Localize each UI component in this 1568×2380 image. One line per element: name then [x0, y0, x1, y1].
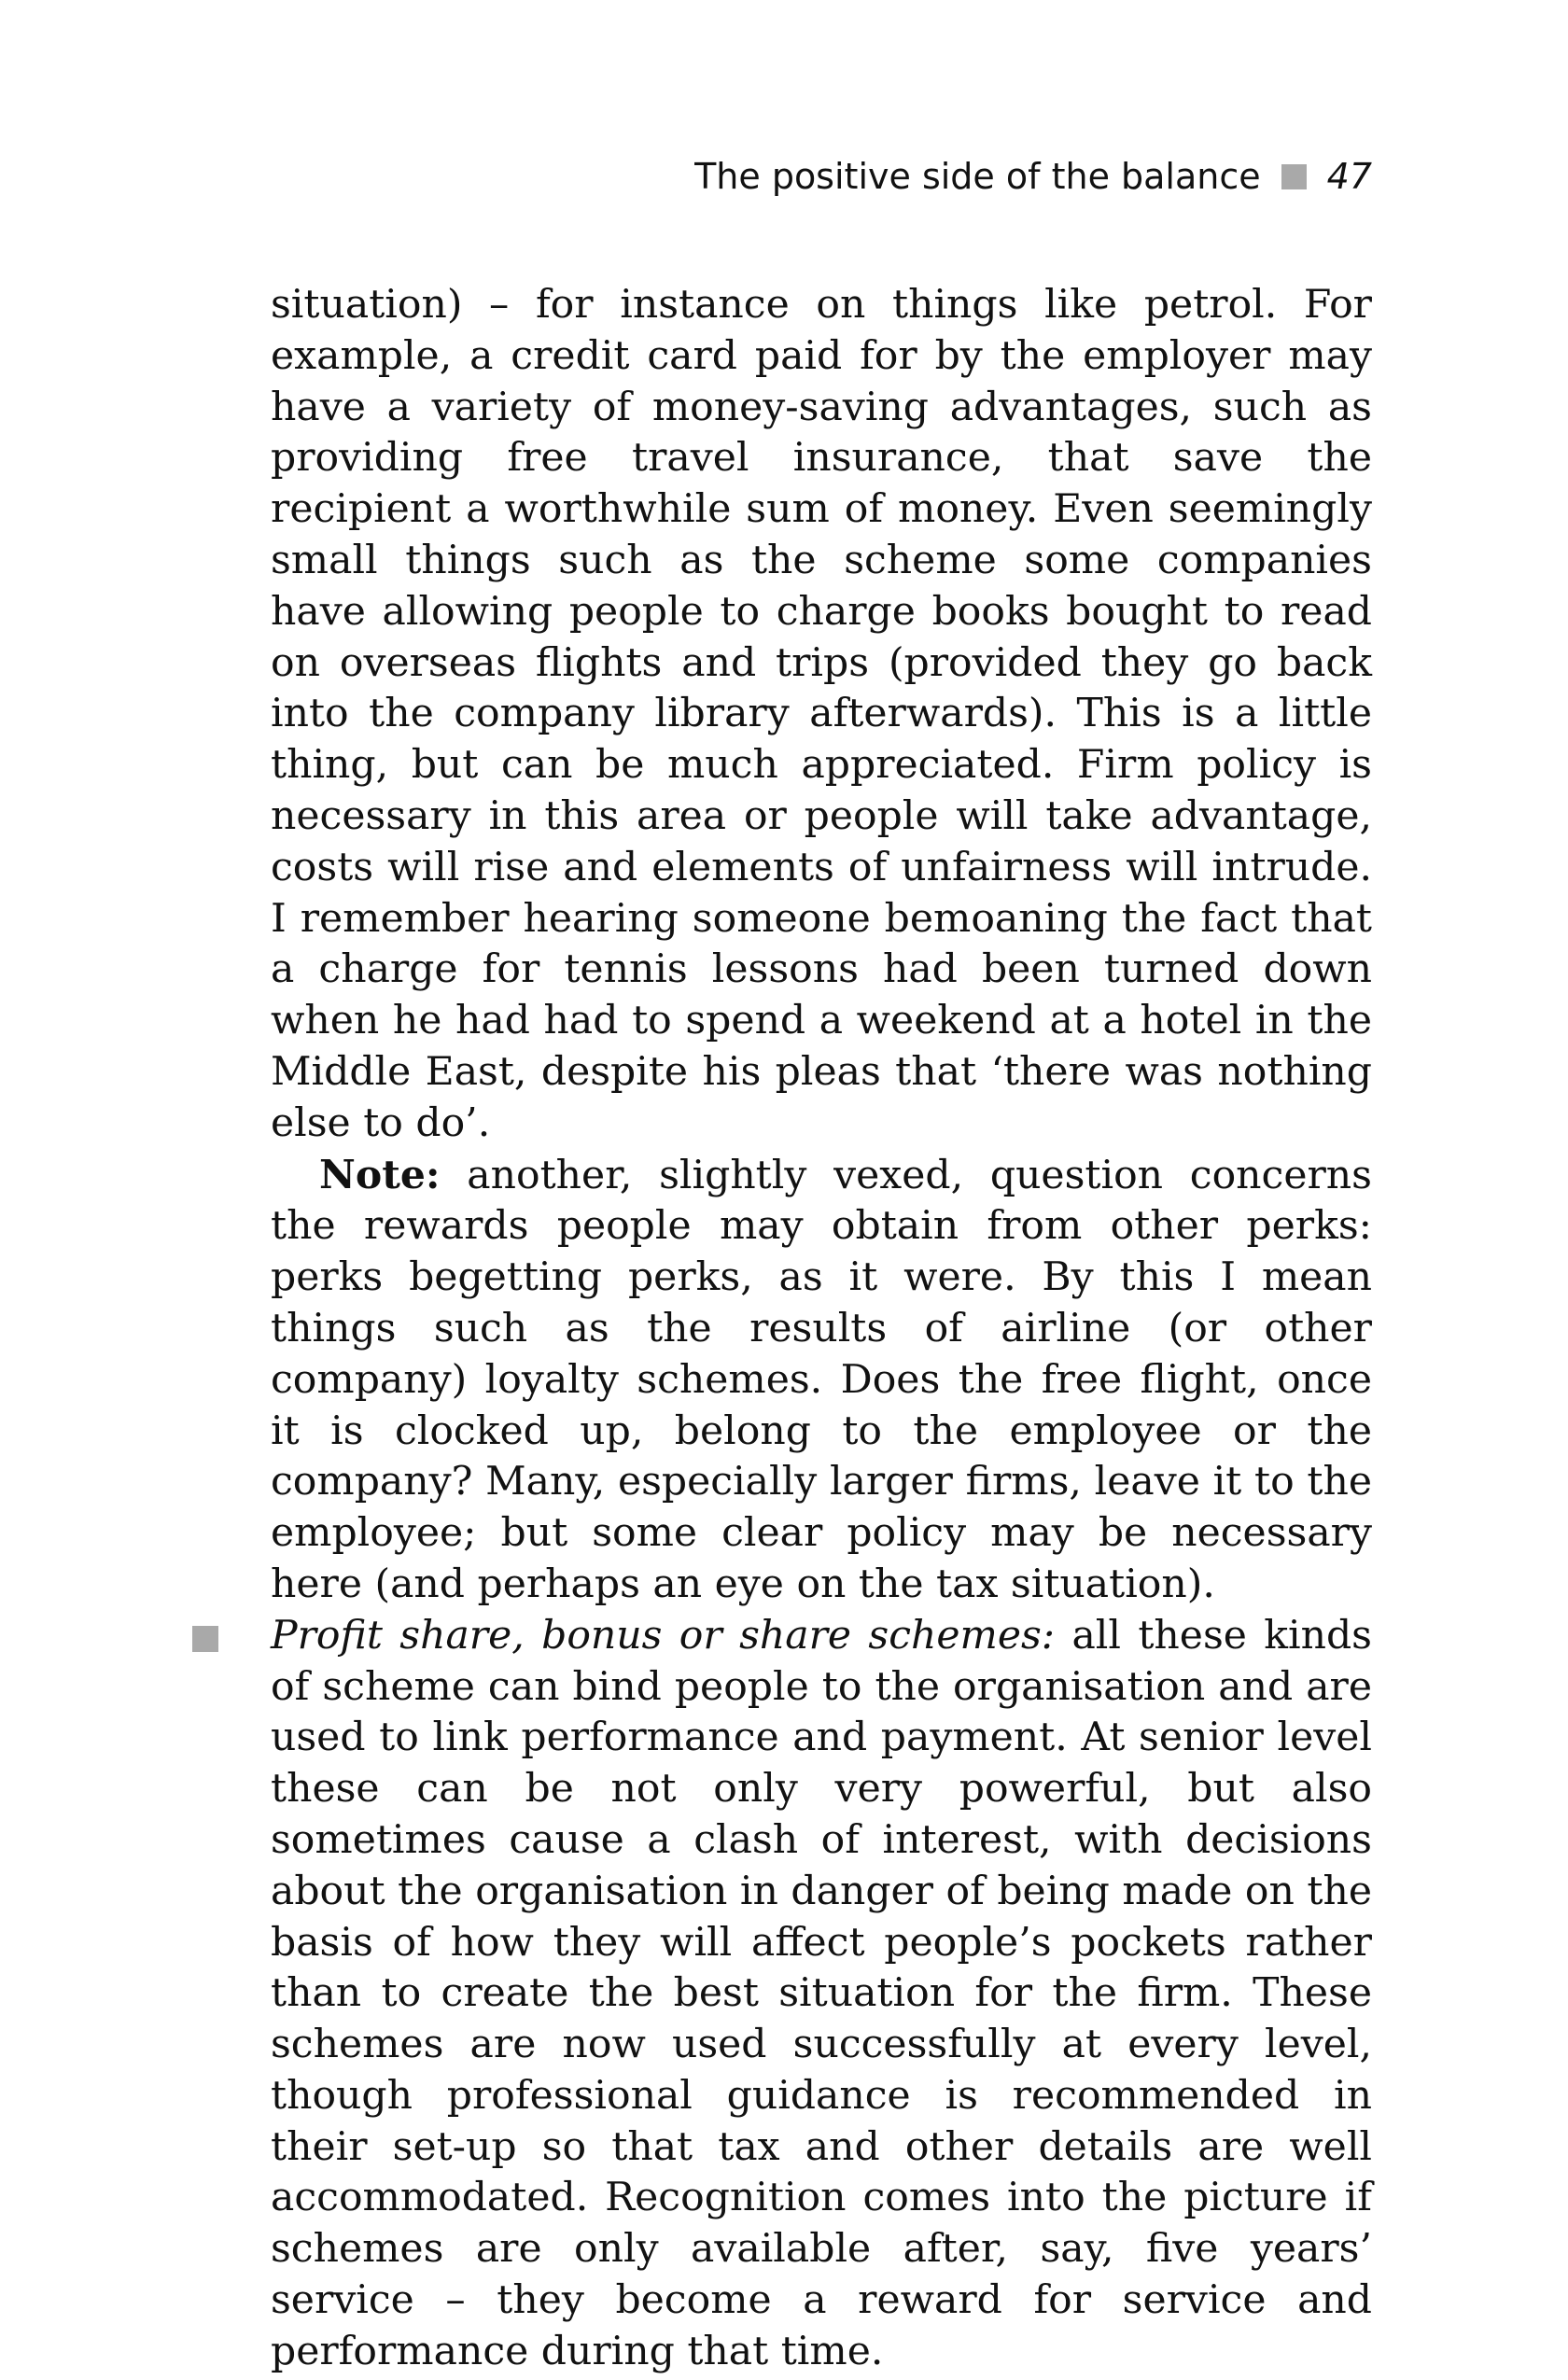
header-square-icon: [1281, 164, 1307, 189]
running-head: [694, 156, 1372, 197]
bullet-title: Profit share, bonus or share schemes:: [271, 1612, 1056, 1659]
bullet-square-icon: [192, 1626, 218, 1652]
bullet-paragraph: [271, 1611, 1372, 2378]
bullet-list-item: [271, 1611, 1372, 2378]
note-paragraph: [271, 1150, 1372, 1611]
page-body: [271, 280, 1372, 2378]
note-text: another, slightly vexed, question concerns the rewards people may obtain from other perks: perks begetting perks, as it were. By this I mean things such as the results of airline (or other company) loyalty schemes. Does the free flight, once it is clocked up, belong to the employee or the company? Many, especially larger firms, leave it to the employee; but some clear policy may be necessary here (and perhaps an eye on the tax situation).: [271, 1152, 1372, 1607]
note-label: Note:: [319, 1151, 441, 1198]
running-title: The positive side of the balance: [694, 156, 1261, 197]
paragraph-text: situation) – for instance on things like petrol. For example, a credit card paid for by the employer may have a variety of money-saving advantages, such as providing free travel insurance, that save the recipient a worthwhile sum of money. Even seemingly small things such as the scheme some companies have allowing people to charge books bought to read on overseas flights and trips (provided they go back into the company library afterwards). This is a little thing, but can be much appreciated. Firm policy is necessary in this area or people will take advantage, costs will rise and elements of unfairness will intrude. I remember hearing someone bemoaning the fact that a charge for tennis lessons had been turned down when he had had to spend a weekend at a hotel in the Middle East, despite his pleas that ‘there was nothing else to do’.: [271, 282, 1372, 1146]
page-number: 47: [1326, 156, 1372, 197]
paragraph-continuation: [271, 280, 1372, 1150]
bullet-text: all these kinds of scheme can bind people to the organisation and are used to link performance and payment. At senior level these can be not only very powerful, but also sometimes cause a clash of interest, with decisions about the organisation in danger of being made on the basis of how they will affect people’s pockets rather than to create the best situation for the firm. These schemes are now used successfully at every level, though professional guidance is recommended in their set-up so that tax and other details are well accommodated. Recognition comes into the picture if schemes are only available after, say, five years’ service – they become a reward for service and performance during that time.: [271, 1612, 1372, 2374]
